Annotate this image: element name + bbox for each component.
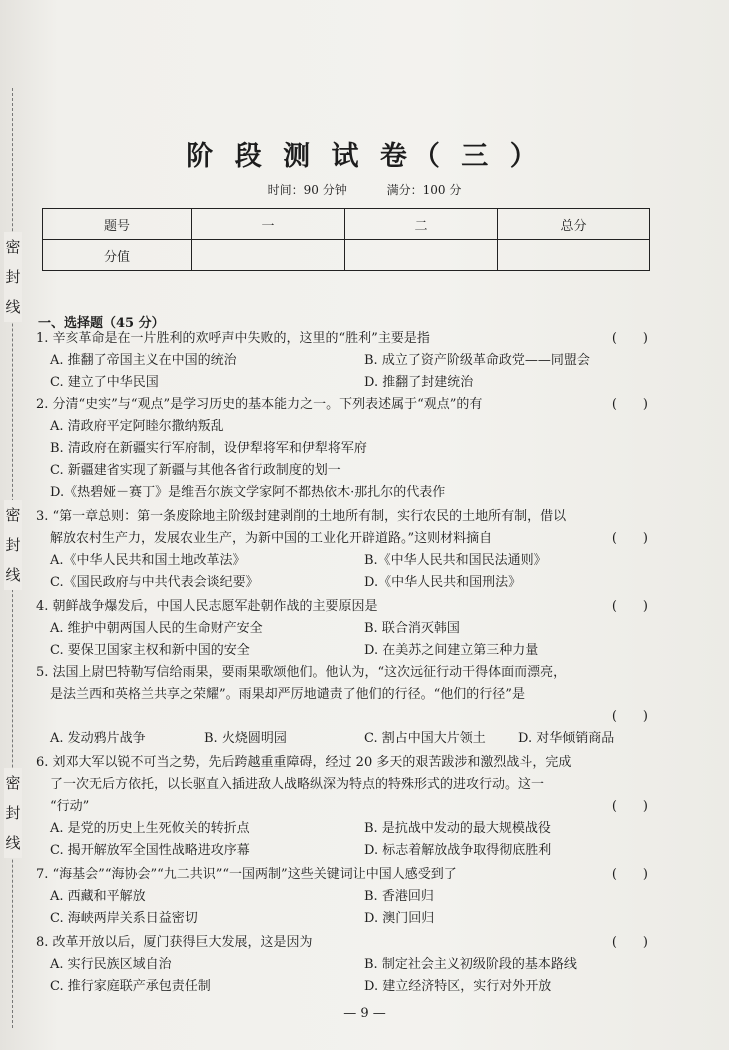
question-stem: 4. 朝鲜战争爆发后，中国人民志愿军赴朝作战的主要原因是 — [36, 599, 378, 614]
binding-label: 封 — [4, 262, 22, 292]
score-input-cell[interactable] — [498, 240, 650, 271]
option: B.《中华人民共和国民法通则》 — [364, 553, 547, 568]
question-stem: 解放农村生产力，发展农业生产，为新中国的工业化开辟道路。”这则材料摘自 — [50, 531, 493, 546]
binding-label: 线 — [4, 828, 22, 858]
question-stem: 8. 改革开放以后，厦门获得巨大发展，这是因为 — [36, 935, 313, 950]
option: C. 揭开解放军全国性战略进攻序幕 — [50, 843, 250, 858]
option: D. 建立经济特区，实行对外开放 — [364, 979, 552, 994]
question-stem: 6. 刘邓大军以锐不可当之势，先后跨越重重障碍，经过 20 多天的艰苦跋涉和激烈战斗，完成 — [36, 755, 572, 770]
score-table — [42, 208, 650, 271]
question-1 — [36, 328, 648, 350]
option: C.《国民政府与中共代表会谈纪要》 — [50, 575, 259, 590]
option: A. 发动鸦片战争 — [50, 731, 146, 746]
option: A. 维护中朝两国人民的生命财产安全 — [50, 621, 263, 636]
score-table-cell: 二 — [345, 209, 498, 240]
answer-paren[interactable]: ( ) — [611, 709, 648, 724]
option: D. 推翻了封建统治 — [364, 375, 474, 390]
question-stem: 7. “海基会”“海协会”“九二共识”“一国两制”这些关键词让中国人感受到了 — [36, 867, 457, 882]
option: B. 是抗战中发动的最大规模战役 — [364, 821, 551, 836]
option: D. 标志着解放战争取得彻底胜利 — [364, 843, 552, 858]
score-input-cell[interactable] — [192, 240, 345, 271]
option: C. 建立了中华民国 — [50, 375, 159, 390]
score-table-row — [43, 209, 650, 240]
option: B. 联合消灭韩国 — [364, 621, 460, 636]
section-heading: 一、选择题（45 分） — [38, 316, 165, 331]
binding-label: 密 — [4, 500, 22, 530]
option: C. 推行家庭联产承包责任制 — [50, 979, 211, 994]
question-3 — [36, 506, 648, 550]
question-8 — [36, 932, 648, 954]
option: C. 新疆建省实现了新疆与其他各省行政制度的划一 — [50, 463, 341, 478]
option: D. 在美苏之间建立第三种力量 — [364, 643, 539, 658]
exam-time: 时间：90 分钟 — [267, 183, 347, 197]
answer-paren[interactable]: ( ) — [611, 531, 648, 546]
option: A. 清政府平定阿睦尔撒纳叛乱 — [50, 419, 224, 434]
question-5 — [36, 662, 648, 724]
question-stem: 了一次无后方依托，以长驱直入插进敌人战略纵深为特点的特殊形式的进攻行动。这一 — [50, 777, 545, 792]
binding-label: 密 — [4, 768, 22, 798]
question-6 — [36, 752, 648, 818]
page-title: 阶 段 测 试 卷（ 三 ） — [186, 141, 543, 172]
answer-paren[interactable]: ( ) — [611, 799, 648, 814]
option: B. 香港回归 — [364, 889, 434, 904]
option: C. 割占中国大片领土 — [364, 731, 486, 746]
score-table-cell: 题号 — [43, 209, 192, 240]
score-table-row — [43, 240, 650, 271]
option: D. 澳门回归 — [364, 911, 435, 926]
binding-label: 封 — [4, 798, 22, 828]
option: C. 要保卫国家主权和新中国的安全 — [50, 643, 250, 658]
question-stem: 是法兰西和英格兰共享之荣耀”。雨果却严厉地谴责了他们的行径。“他们的行径”是 — [50, 687, 525, 702]
page-number: — 9 — — [343, 1006, 386, 1021]
question-stem: “行动” — [50, 799, 90, 814]
question-stem: 2. 分清“史实”与“观点”是学习历史的基本能力之一。下列表述属于“观点”的有 — [36, 397, 483, 412]
question-stem: 3. “第一章总则：第一条废除地主阶级封建剥削的土地所有制，实行农民的土地所有制，借以 — [36, 509, 567, 524]
option: A.《中华人民共和国土地改革法》 — [50, 553, 246, 568]
answer-paren[interactable]: ( ) — [611, 331, 648, 346]
score-table-cell: 一 — [192, 209, 345, 240]
answer-paren[interactable]: ( ) — [611, 599, 648, 614]
binding-label: 密 — [4, 232, 22, 262]
binding-label: 线 — [4, 292, 22, 322]
question-4 — [36, 596, 648, 618]
binding-label: 封 — [4, 530, 22, 560]
binding-label: 线 — [4, 560, 22, 590]
score-table-cell: 总分 — [498, 209, 650, 240]
exam-score: 满分：100 分 — [386, 183, 462, 197]
option: A. 西藏和平解放 — [50, 889, 146, 904]
question-stem: 1. 辛亥革命是在一片胜利的欢呼声中失败的，这里的“胜利”主要是指 — [36, 331, 430, 346]
score-input-cell[interactable] — [345, 240, 498, 271]
option: B. 火烧圆明园 — [204, 731, 287, 746]
answer-paren[interactable]: ( ) — [611, 935, 648, 950]
option: B. 成立了资产阶级革命政党——同盟会 — [364, 353, 590, 368]
option: D.《中华人民共和国刑法》 — [364, 575, 522, 590]
option: C. 海峡两岸关系日益密切 — [50, 911, 198, 926]
question-2 — [36, 394, 648, 416]
answer-paren[interactable]: ( ) — [611, 867, 648, 882]
option: A. 推翻了帝国主义在中国的统治 — [50, 353, 237, 368]
question-7 — [36, 864, 648, 886]
option: B. 清政府在新疆实行军府制，设伊犁将军和伊犁将军府 — [50, 441, 367, 456]
option: A. 是党的历史上生死攸关的转折点 — [50, 821, 250, 836]
option: A. 实行民族区域自治 — [50, 957, 172, 972]
question-stem: 5. 法国上尉巴特勒写信给雨果，要雨果歌颂他们。他认为，“这次远征行动干得体面而漂亮， — [36, 665, 567, 680]
option: B. 制定社会主义初级阶段的基本路线 — [364, 957, 577, 972]
option: D.《热碧娅－赛丁》是维吾尔族文学家阿不都热依木·那扎尔的代表作 — [50, 485, 446, 500]
answer-paren[interactable]: ( ) — [611, 397, 648, 412]
option: D. 对华倾销商品 — [518, 731, 615, 746]
exam-meta — [0, 181, 729, 198]
score-table-cell: 分值 — [43, 240, 192, 271]
